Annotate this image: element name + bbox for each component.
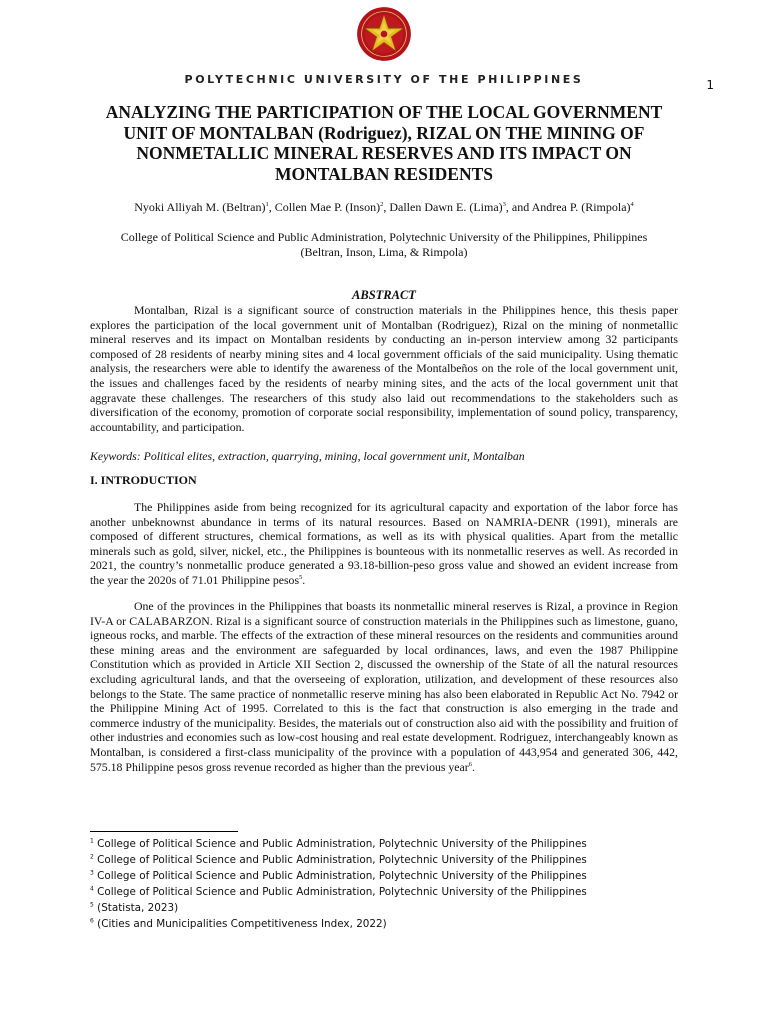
footnote-number: 4: [90, 885, 94, 893]
page-number: 1: [706, 78, 714, 92]
footnote-text: (Statista, 2023): [97, 902, 179, 914]
footnote-ref: 5: [299, 574, 303, 582]
footnote-number: 5: [90, 901, 94, 909]
footnote-number: 6: [90, 917, 94, 925]
affiliation-authors: (Beltran, Inson, Lima, & Rimpola): [300, 245, 468, 259]
author-separator: ,: [383, 200, 390, 214]
author: Andrea P. (Rimpola): [531, 200, 631, 214]
author-separator: ,: [268, 200, 275, 214]
footnote-text: (Cities and Municipalities Competitiveness Index, 2022): [97, 918, 387, 930]
footnote-number: 3: [90, 869, 94, 877]
author-superscript: 2: [380, 201, 384, 208]
paragraph-text: One of the provinces in the Philippines that boasts its nonmetallic mineral reserves is Rizal, a province in Region IV-A or CALABARZON. Rizal is a significant source of construction materials in the Philippines such as limestone, guano, igneous rocks, and marble. The effects of the extraction of these mineral resources on the residents and communities around these mining areas and the environment are safeguarded by local ordinances, laws, and even the 1987 Philippine Constitution which as provided in Article XII Section 2, discussed the ownership of the State of all the natural resources excluding agricultural lands, and that the overseeing of exploration, utilization, and development of these resources also belongs to the State. The same practice of nonmetallic reserve mining has also been elaborated in Republic Act No. 7942 or the Philippine Mining Act of 1995. Correlated to this is the fact that construction is also emerging in the trade and commerce industry of the municipality. Besides, the materials out of construction also aid with the possibility and fruition of other industries and economies such as low-cost housing and real estate development. Rodriguez, interchangeably known as Montalban, is considered a first-class municipality of the province with a population of 443,954 and generated 306, 442, 575.18 Philippine pesos gross revenue recorded as higher than the previous year: [90, 599, 678, 774]
footnote-divider: [90, 831, 238, 832]
footnote-ref: 6: [468, 760, 472, 768]
footnote-text: College of Political Science and Public Administration, Polytechnic University of the Philippines: [97, 886, 587, 898]
author-superscript: 3: [502, 201, 506, 208]
footnote-text: College of Political Science and Public Administration, Polytechnic University of the Philippines: [97, 870, 587, 882]
affiliation: [90, 230, 678, 260]
footnote: [90, 868, 587, 884]
section-heading: I. INTRODUCTION: [90, 473, 197, 487]
footnote-text: College of Political Science and Public Administration, Polytechnic University of the Philippines: [97, 838, 587, 850]
university-name: POLYTECHNIC UNIVERSITY OF THE PHILIPPINES: [184, 73, 584, 86]
abstract-heading: ABSTRACT: [352, 288, 416, 302]
author: Dallen Dawn E. (Lima): [389, 200, 503, 214]
keywords: Keywords: Political elites, extraction, quarrying, mining, local government unit, Montalban: [90, 449, 525, 463]
university-seal-logo: [356, 6, 412, 62]
footnote-text: College of Political Science and Public Administration, Polytechnic University of the Philippines: [97, 854, 587, 866]
paragraph-end: .: [302, 572, 306, 587]
paragraph-text: The Philippines aside from being recognized for its agricultural capacity and exportation of the labor force has another unbeknownst abundance in terms of its natural resources. Based on NAMRIA-DENR (1991), minerals are composed of different structures, chemical formations, as well as its with physical qualities. Apart from the metallic minerals such as gold, silver, nickel, etc., the Philippines is bounteous with its nonmetallic reserves as well. As recorded in 2021, the country’s nonmetallic produce generated a 93.18-billion-peso gross value and showed an evident increase from the year the 2020s of 71.01 Philippine pesos: [90, 500, 678, 587]
author-superscript: 4: [630, 201, 634, 208]
author-separator: , and: [505, 200, 532, 214]
abstract-text: Montalban, Rizal is a significant source of construction materials in the Philippines hence, this thesis paper explores the participation of the local government unit of Montalban (Rodriguez), Rizal on the mining of nonmetallic mineral reserves and its impact on Montalban residents by conducting an in-person interview among 32 participants composed of 28 residents of nearby mining sites and 4 local government officials of the said municipality. Using thematic analysis, the researchers were able to identify the awareness of the Montalbeños on the role of the local government unit, the issues and challenges faced by the residents of nearby mining sites, and the acts of the local government unit that aggravate these challenges. The researchers of this study also laid out recommendations to the stakeholders such as diversification of the economy, promotion of corporate social responsibility, implementation of sound policy, transparency, accountability, and participation.: [90, 303, 678, 434]
footnote-number: 2: [90, 853, 94, 861]
paper-title: ANALYZING THE PARTICIPATION OF THE LOCAL GOVERNMENT UNIT OF MONTALBAN (Rodriguez), RIZAL ON THE MINING OF NONMETALLIC MINERAL RESERVES AND ITS IMPACT ON MONTALBAN RESIDENTS: [105, 102, 663, 184]
intro-paragraph-2: [90, 599, 678, 774]
author: Collen Mae P. (Inson): [274, 200, 381, 214]
footnote: [90, 836, 587, 852]
author-superscript: 1: [265, 201, 269, 208]
author: Nyoki Alliyah M. (Beltran): [134, 200, 266, 214]
paragraph-end: .: [471, 759, 475, 774]
intro-paragraph-1: [90, 500, 678, 588]
footnote: [90, 900, 587, 916]
footnote: [90, 884, 587, 900]
footnote: [90, 916, 587, 932]
footnote-number: 1: [90, 837, 94, 845]
affiliation-line: College of Political Science and Public Administration, Polytechnic University of the Philippines, Philippines: [120, 230, 648, 244]
footnote: [90, 852, 587, 868]
author-list: [0, 200, 768, 215]
footnotes: [90, 836, 587, 932]
